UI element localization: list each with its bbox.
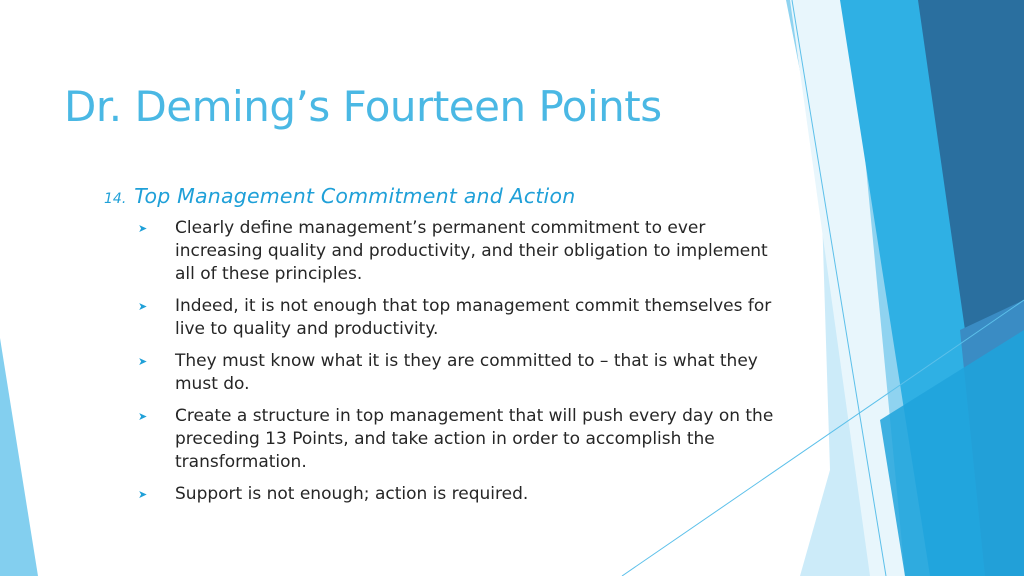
slide-body [104,184,784,515]
right-arrowhead-icon: ➤ [138,488,148,501]
bullet-text: Clearly define management’s permanent commitment to ever increasing quality and productivity, and their obligation to implement all of these principles. [175,218,768,284]
bullet-text: Indeed, it is not enough that top management commit themselves for live to quality and productivity. [175,296,772,339]
page-title: Dr. Deming’s Fourteen Points [64,82,662,131]
right-arrowhead-icon: ➤ [138,300,148,313]
section-heading-text: Top Management Commitment and Action [134,184,576,208]
right-arrowhead-icon: ➤ [138,355,148,368]
section-number: 14. [104,191,127,207]
list-item [104,483,781,506]
bullet-list [104,217,784,506]
list-item [104,405,781,474]
list-item [104,295,781,341]
list-item [104,217,781,286]
section-heading [104,184,784,208]
bullet-text: Support is not enough; action is required. [175,484,529,504]
right-arrowhead-icon: ➤ [138,410,148,423]
list-item [104,350,781,396]
left-edge-sliver [0,338,38,576]
right-arrowhead-icon: ➤ [138,222,148,235]
bullet-text: Create a structure in top management that will push every day on the preceding 13 Points, and take action in order to accomplish the transformation. [175,406,774,472]
bullet-text: They must know what it is they are committed to – that is what they must do. [175,351,758,394]
